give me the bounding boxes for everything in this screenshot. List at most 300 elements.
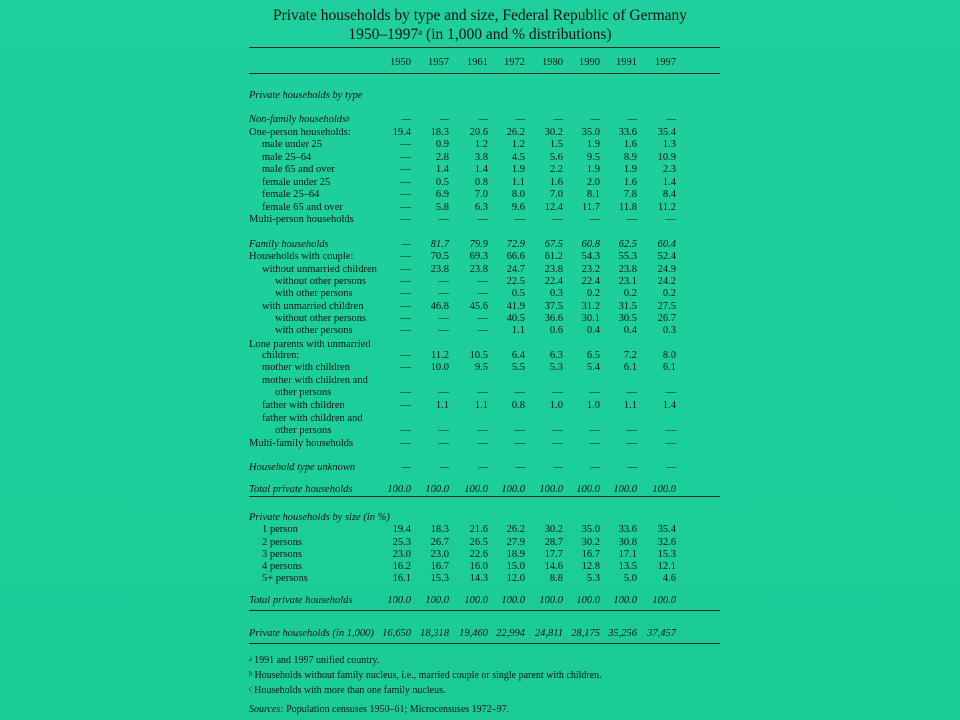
cell-1997: 1.4 [662,177,676,188]
year-header-1957: 1957 [428,57,449,68]
cell-1997: 35.4 [657,127,676,138]
cell-1961: 21.6 [469,524,488,535]
cell-1990: 0.2 [586,288,600,299]
cell-1972: 12.0 [506,573,525,584]
cell-1997: 0.3 [662,325,676,336]
cell-1961: 100.0 [464,484,488,495]
row-label: Household type unknown [249,462,356,473]
cell-1997: 24.9 [657,264,676,275]
row-label: father with children [262,400,345,411]
cell-1990: — [590,114,600,125]
cell-1950: — [400,214,411,225]
row-label: Private households by size (in %) [249,512,390,523]
cell-1990: 8.1 [586,189,600,200]
table-row [0,462,960,474]
cell-1991: 33.6 [618,127,637,138]
cell-1997: 12.1 [657,561,676,572]
cell-1961: 10.5 [469,350,488,361]
cell-1990: 16.7 [581,549,600,560]
table-row [0,214,960,226]
cell-1980: 36.6 [544,313,563,324]
row-label: male 65 and over [262,164,335,175]
cell-1997: 27.5 [657,301,676,312]
row-label: Total private households [249,595,353,606]
cell-1980: 2.2 [549,164,563,175]
cell-1980: — [552,387,563,398]
row-label: without other persons [275,276,366,287]
table-row [0,375,960,387]
cell-1957: — [438,214,449,225]
table-row [0,549,960,561]
cell-1957: 0.5 [435,177,449,188]
cell-1961: — [477,288,488,299]
footnote-text: 1991 and 1997 unified country. [254,655,380,666]
table-row [0,288,960,300]
table-row [0,350,960,362]
cell-1961: 100.0 [464,595,488,606]
cell-1990: 100.0 [576,484,600,495]
cell-1990: 5.4 [586,362,600,373]
cell-1950: 100.0 [387,595,411,606]
cell-1961: 7.0 [474,189,488,200]
cell-1990: 0.4 [586,325,600,336]
cell-1950: — [400,202,411,213]
footnote-text: Households without family nucleus, i.e., married couple or single parent with children. [254,670,602,681]
cell-1990: 9.5 [586,152,600,163]
cell-1997: 24.2 [657,276,676,287]
row-label: without other persons [275,313,366,324]
cell-1990: — [589,425,600,436]
cell-1950: 23.0 [392,549,411,560]
cell-1990: 30.2 [581,537,600,548]
cell-1957: 100.0 [425,484,449,495]
cell-1980: 67.5 [544,239,563,250]
cell-1980: — [552,438,563,449]
cell-1980: 23.8 [544,264,563,275]
cell-1961: 1.4 [474,164,488,175]
row-label: male 25–64 [262,152,312,163]
cell-1950: — [400,164,411,175]
cell-1997: 37,457 [647,628,676,639]
cell-1997: — [665,425,676,436]
cell-1961: — [478,462,488,473]
cell-1991: 0.2 [623,288,637,299]
row-label: Private households (in 1,000) [249,628,374,639]
table-row [0,301,960,313]
title-footnote-mark: a [418,27,423,37]
row-label: 4 persons [262,561,302,572]
table-row [0,413,960,425]
cell-1997: 1.3 [662,139,676,150]
cell-1990: 35.0 [581,127,600,138]
cell-1961: — [477,325,488,336]
cell-1957: 81.7 [430,239,449,250]
title-years: 1950–1997 [348,26,419,43]
table-row [0,362,960,374]
cell-1972: 100.0 [501,595,525,606]
cell-1950: — [400,152,411,163]
cell-1991: — [626,214,637,225]
cell-1990: 30.1 [581,313,600,324]
cell-1972: 5.5 [511,362,525,373]
footnote-mark: a [249,655,253,663]
cell-1990: 35.0 [581,524,600,535]
row-label: Family households [249,239,329,250]
footnote-mark: b [346,115,350,123]
cell-1990: 12.8 [581,561,600,572]
cell-1990: 1.0 [586,400,600,411]
cell-1972: 8.0 [511,189,525,200]
cell-1950: — [400,276,411,287]
cell-1961: 3.8 [474,152,488,163]
cell-1980: 14.6 [544,561,563,572]
table-row [0,400,960,412]
table-row [0,139,960,151]
cell-1972: — [514,387,525,398]
cell-1972: 22,994 [496,628,525,639]
cell-1997: 10.9 [657,152,676,163]
cell-1961: — [477,214,488,225]
cell-1957: 23.8 [430,264,449,275]
cell-1972: — [514,438,525,449]
cell-1991: 1.1 [623,400,637,411]
cell-1972: — [515,114,525,125]
cell-1972: 1.1 [511,325,525,336]
cell-1957: 1.1 [435,400,449,411]
cell-1980: 0.3 [549,288,563,299]
cell-1972: 1.1 [511,177,525,188]
cell-1961: 16.0 [469,561,488,572]
cell-1980: — [553,462,563,473]
sources-note [249,704,509,716]
cell-1997: 0.2 [662,288,676,299]
row-label: Private households by type [249,90,363,101]
table-row [0,164,960,176]
cell-1990: 31.2 [581,301,600,312]
cell-1961: 23.8 [469,264,488,275]
cell-1961: 1.2 [474,139,488,150]
cell-1997: — [665,214,676,225]
cell-1961: 26.5 [469,537,488,548]
year-header-1950: 1950 [390,57,411,68]
table-row [0,202,960,214]
footnote-b [249,670,602,682]
row-label: with unmarried children [262,301,364,312]
cell-1961: 19,460 [459,628,488,639]
cell-1980: 22.4 [544,276,563,287]
cell-1972: 6.4 [511,350,525,361]
cell-1990: 11.7 [582,202,600,213]
cell-1961: 79.9 [469,239,488,250]
cell-1957: 46.8 [430,301,449,312]
cell-1990: — [590,462,600,473]
row-label: Total private households [249,484,353,495]
footnote-c [249,685,445,697]
cell-1961: 1.1 [474,400,488,411]
cell-1980: 28.7 [544,537,563,548]
cell-1972: 22.5 [506,276,525,287]
cell-1957: 23.0 [430,549,449,560]
cell-1997: 11.2 [658,202,676,213]
cell-1961: 6.3 [474,202,488,213]
cell-1972: 9.6 [511,202,525,213]
cell-1972: 27.9 [506,537,525,548]
cell-1990: 23.2 [581,264,600,275]
row-label: other persons [275,387,332,398]
cell-1972: 66.6 [506,251,525,262]
cell-1957: 18,318 [420,628,449,639]
cell-1961: — [477,313,488,324]
cell-1957: 18.3 [430,524,449,535]
cell-1997: 8.0 [662,350,676,361]
cell-1961: 22.6 [469,549,488,560]
cell-1957: — [439,114,449,125]
cell-1997: — [666,114,676,125]
cell-1997: 6.1 [662,362,676,373]
row-label: 2 persons [262,537,302,548]
cell-1957: 10.0 [430,362,449,373]
cell-1997: 8.4 [662,189,676,200]
cell-1997: 35.4 [657,524,676,535]
row-label: mother with children [262,362,351,373]
cell-1972: 4.5 [511,152,525,163]
row-label: female under 25 [262,177,331,188]
year-header-1980: 1980 [542,57,563,68]
table-row [0,484,960,496]
table-row [0,251,960,263]
cell-1972: 26.2 [506,524,525,535]
cell-1950: — [400,400,411,411]
cell-1972: 40.5 [506,313,525,324]
cell-1997: 100.0 [652,595,676,606]
cell-1972: 0.8 [511,400,525,411]
row-label: One-person households: [249,127,351,138]
cell-1991: 1.9 [623,164,637,175]
table-row [0,127,960,139]
sources-label: Sources: [249,704,284,715]
cell-1997: 15.3 [657,549,676,560]
row-label: female 25–64 [262,189,320,200]
cell-1961: 0.8 [474,177,488,188]
cell-1972: — [514,214,525,225]
cell-1957: — [438,288,449,299]
cell-1991: 7.8 [623,189,637,200]
cell-1980: 1.5 [549,139,563,150]
cell-1972: 0.5 [511,288,525,299]
cell-1980: 5.3 [549,362,563,373]
table-row [0,264,960,276]
cell-1950: — [400,251,411,262]
cell-1990: 54.3 [581,251,600,262]
cell-1980: 5.6 [549,152,563,163]
row-label: Households with couple: [249,251,354,262]
cell-1991: 23.8 [618,264,637,275]
table-row [0,512,960,524]
cell-1980: 100.0 [539,484,563,495]
cell-1957: — [438,313,449,324]
cell-1997: 32.6 [657,537,676,548]
cell-1980: 61.2 [544,251,563,262]
cell-1957: — [438,325,449,336]
table-row [0,177,960,189]
cell-1972: 15.0 [506,561,525,572]
table-row [0,537,960,549]
cell-1972: 1.2 [511,139,525,150]
year-header-1972: 1972 [504,57,525,68]
cell-1980: — [553,114,563,125]
table-row [0,628,960,640]
cell-1961: — [477,276,488,287]
table-title-line1: Private households by type and size, Federal Republic of Germany [272,7,688,24]
cell-1980: 1.0 [549,400,563,411]
cell-1972: 26.2 [506,127,525,138]
cell-1950: 25.3 [392,537,411,548]
cell-1991: 55.3 [618,251,637,262]
cell-1980: 17.7 [544,549,563,560]
cell-1957: 2.8 [435,152,449,163]
cell-1957: 100.0 [425,595,449,606]
cell-1980: 37.5 [544,301,563,312]
table-row [0,239,960,251]
table-row [0,325,960,337]
cell-1961: 9.5 [474,362,488,373]
cell-1990: 100.0 [576,595,600,606]
row-label: 1 person [262,524,298,535]
table-row [0,276,960,288]
table-row [0,152,960,164]
year-header-1961: 1961 [467,57,488,68]
cell-1957: 26.7 [430,537,449,548]
cell-1961: 69.3 [469,251,488,262]
cell-1980: 8.8 [549,573,563,584]
cell-1991: 31.5 [618,301,637,312]
table-row [0,425,960,437]
cell-1950: — [400,362,411,373]
cell-1991: 23.1 [618,276,637,287]
cell-1980: 6.3 [549,350,563,361]
cell-1961: — [478,114,488,125]
cell-1950: — [400,139,411,150]
footnote-mark: c [249,685,253,693]
cell-1950: 19.4 [392,524,411,535]
cell-1997: 2.3 [662,164,676,175]
cell-1990: 5.3 [586,573,600,584]
table-row [0,438,960,450]
cell-1957: 6.9 [435,189,449,200]
cell-1950: — [400,325,411,336]
cell-1997: — [665,438,676,449]
cell-1957: 15.3 [430,573,449,584]
row-label: other persons [275,425,332,436]
cell-1980: 0.6 [549,325,563,336]
cell-1990: 60.8 [581,239,600,250]
cell-1990: 1.9 [586,164,600,175]
cell-1991: 7.2 [623,350,637,361]
cell-1997: 1.4 [662,400,676,411]
cell-1991: 35,256 [608,628,637,639]
cell-1991: — [626,438,637,449]
cell-1980: — [552,425,563,436]
cell-1957: — [438,276,449,287]
cell-1950: — [400,288,411,299]
row-label: children: [262,350,300,361]
cell-1991: 100.0 [613,595,637,606]
table-row [0,387,960,399]
cell-1961: — [477,387,488,398]
cell-1997: 52.4 [657,251,676,262]
cell-1991: — [627,462,637,473]
cell-1991: 11.8 [619,202,637,213]
footnote-text: Households with more than one family nucleus. [254,685,446,696]
cell-1950: — [400,301,411,312]
cell-1991: 62.5 [618,239,637,250]
cell-1950: 19.4 [392,127,411,138]
table-row [0,313,960,325]
cell-1990: 1.9 [586,139,600,150]
cell-1980: 30.2 [544,524,563,535]
cell-1991: 8.9 [623,152,637,163]
cell-1997: 100.0 [652,484,676,495]
cell-1957: 11.2 [431,350,449,361]
table-row [0,90,960,102]
cell-1972: 41.9 [506,301,525,312]
cell-1950: — [401,239,411,250]
cell-1957: 70.5 [430,251,449,262]
cell-1950: — [400,177,411,188]
cell-1990: — [589,438,600,449]
table-row [0,595,960,607]
cell-1957: 16.7 [430,561,449,572]
cell-1972: 100.0 [501,484,525,495]
cell-1997: — [666,462,676,473]
row-label: father with children and [262,413,363,424]
cell-1972: 1.9 [511,164,525,175]
cell-1957: — [439,462,449,473]
cell-1961: — [477,438,488,449]
cell-1950: — [400,350,411,361]
cell-1991: — [626,425,637,436]
cell-1961: 20.6 [469,127,488,138]
row-label: 5+ persons [262,573,308,584]
cell-1950: — [401,114,411,125]
row-label: with other persons [275,288,353,299]
cell-1950: — [400,313,411,324]
table-row [0,573,960,585]
cell-1950: 16.1 [392,573,411,584]
cell-1957: 18.3 [430,127,449,138]
cell-1990: 22.4 [581,276,600,287]
cell-1950: 16.2 [392,561,411,572]
cell-1990: 6.5 [586,350,600,361]
row-label: female 65 and over [262,202,343,213]
cell-1950: 100.0 [387,484,411,495]
cell-1950: — [401,462,411,473]
cell-1980: 100.0 [539,595,563,606]
cell-1991: — [626,387,637,398]
cell-1991: — [627,114,637,125]
cell-1980: 24,811 [534,628,563,639]
footnote-a [249,655,379,667]
cell-1991: 30.5 [618,313,637,324]
row-label: mother with children and [262,375,368,386]
cell-1980: — [552,214,563,225]
cell-1991: 0.4 [623,325,637,336]
cell-1990: 2.0 [586,177,600,188]
table-row [0,561,960,573]
cell-1997: 26.7 [657,313,676,324]
year-header-1997: 1997 [655,57,676,68]
cell-1990: 28,175 [571,628,600,639]
